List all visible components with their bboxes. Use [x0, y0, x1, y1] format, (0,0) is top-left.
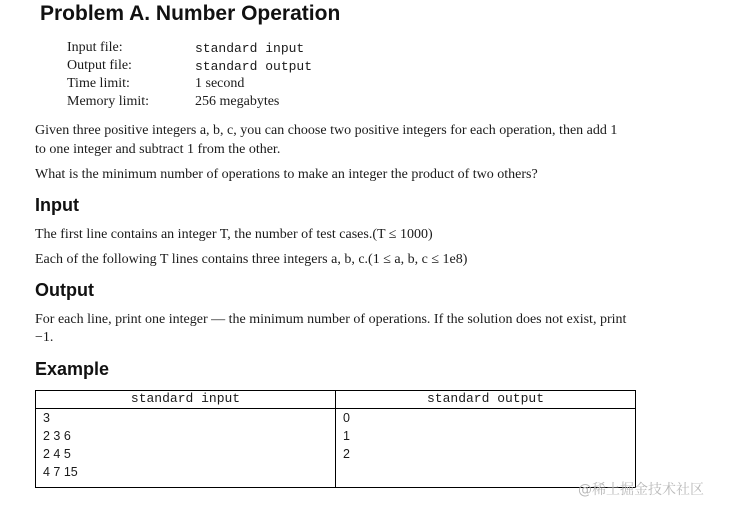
example-input-header: standard input — [36, 391, 336, 409]
example-body-row — [36, 409, 636, 488]
problem-meta — [67, 39, 312, 111]
example-input-cell — [36, 409, 336, 488]
example-output-line: 0 — [343, 411, 350, 425]
meta-label: Time limit: — [67, 76, 130, 91]
example-output-line: 2 — [343, 447, 350, 461]
example-output-header: standard output — [336, 391, 636, 409]
meta-row-input-file — [67, 39, 312, 57]
watermark: @稀土掘金技术社区 — [578, 482, 704, 498]
example-table — [35, 390, 636, 488]
meta-value: 1 second — [195, 76, 245, 91]
meta-value: standard output — [195, 58, 313, 74]
example-heading: Example — [35, 359, 110, 379]
example-input-line: 4 7 15 — [43, 465, 78, 479]
statement-line-2: to one integer and subtract 1 from the other. — [35, 142, 281, 157]
output-line-1: For each line, print one integer — the minimum number of operations. If the solution does not exist, print — [35, 312, 627, 327]
meta-value: standard input — [195, 40, 305, 56]
example-output-line: 1 — [343, 429, 350, 443]
meta-value: 256 megabytes — [195, 94, 280, 109]
meta-row-time-limit — [67, 75, 312, 93]
example-input-line: 3 — [43, 411, 50, 425]
meta-row-memory-limit — [67, 93, 312, 111]
input-line-2: Each of the following T lines contains three integers a, b, c.(1 ≤ a, b, c ≤ 1e8) — [35, 252, 468, 267]
example-output-cell — [336, 409, 636, 488]
meta-label: Memory limit: — [67, 94, 150, 109]
example-input-line: 2 4 5 — [43, 447, 71, 461]
example-header-row — [36, 391, 636, 409]
example-input-line: 2 3 6 — [43, 429, 71, 443]
output-line-2: −1. — [35, 330, 54, 345]
problem-title: Problem A. Number Operation — [40, 2, 341, 25]
statement-question: What is the minimum number of operations to make an integer the product of two others? — [35, 167, 538, 182]
statement-line-1: Given three positive integers a, b, c, you can choose two positive integers for each operation, then add 1 — [35, 123, 618, 138]
meta-label: Input file: — [67, 40, 123, 55]
input-line-1: The first line contains an integer T, the number of test cases.(T ≤ 1000) — [35, 227, 433, 242]
meta-label: Output file: — [67, 58, 132, 73]
input-heading: Input — [35, 195, 79, 215]
meta-row-output-file — [67, 57, 312, 75]
output-heading: Output — [35, 280, 94, 300]
